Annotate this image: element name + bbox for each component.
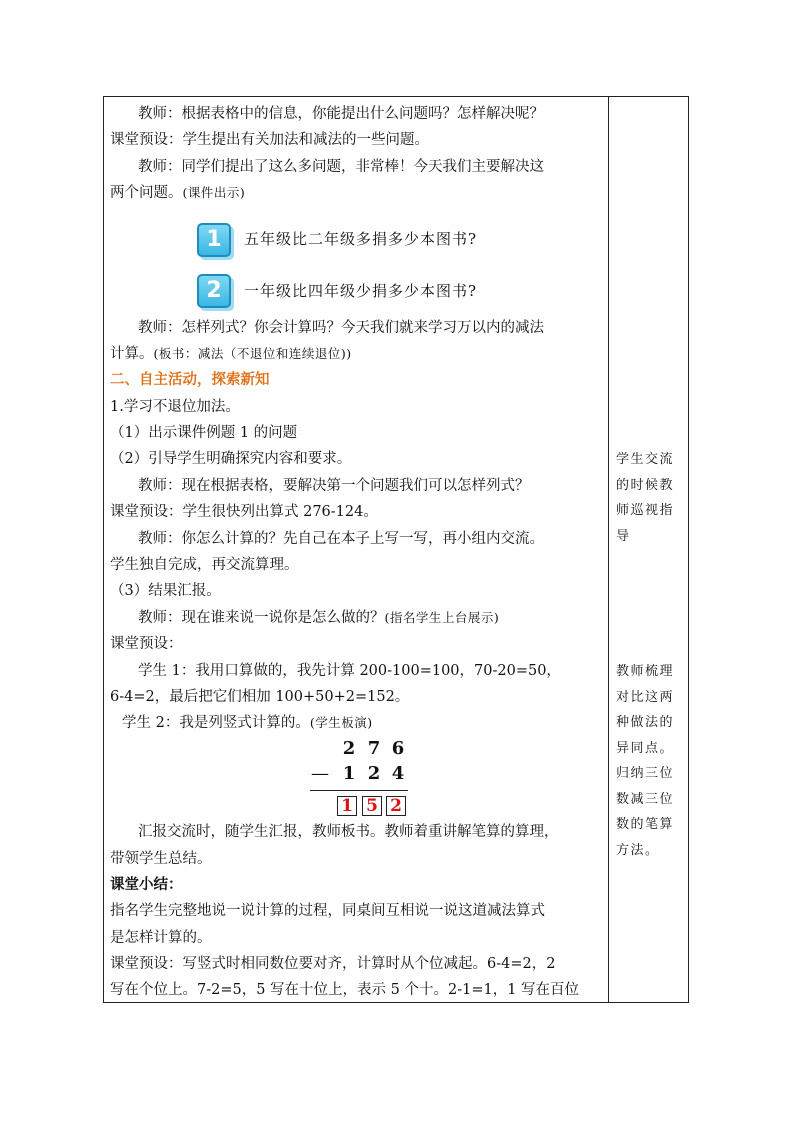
preset-rule-line-1: 课堂预设：写竖式时相同数位要对齐，计算时从个位减起。6-4=2，2 — [110, 956, 556, 972]
demo-note: (指名学生上台展示) — [384, 610, 500, 625]
question-2-number-icon: 2 — [197, 274, 231, 308]
side-note-2-line: 异同点。 — [616, 740, 675, 756]
teacher-report-text: 教师：现在谁来说一说你是怎么做的？ — [138, 610, 385, 626]
report-line: 汇报交流时，随学生汇报，教师板书。教师着重讲解笔算的算理， — [138, 824, 559, 840]
summary-line-2: 是怎样计算的。 — [110, 930, 212, 946]
student-2-text: 学生 2：我是列竖式计算的。 — [122, 715, 310, 731]
side-note-1-line: 学生交流 — [616, 452, 675, 467]
preset-label: 课堂预设： — [110, 636, 183, 652]
step-2: （2）引导学生明确探究内容和要求。 — [110, 451, 352, 467]
subsection-1: 1.学习不退位加法。 — [110, 399, 240, 415]
question-1-number-icon: 1 — [197, 223, 231, 257]
top-digit-tens: 7 — [367, 738, 381, 759]
student-1-sum-line: 6-4=2，最后把它们相加 100+50+2=152。 — [110, 689, 410, 705]
teacher-formula-line: 教师：现在根据表格，要解决第一个问题我们可以怎样列式？ — [138, 478, 530, 494]
lesson-table — [103, 96, 689, 1003]
side-note-1-line: 导 — [616, 528, 631, 544]
result-digit-hundreds: 1 — [337, 796, 357, 816]
two-questions-text: 两个问题。 — [110, 185, 183, 201]
side-note-2 — [616, 659, 682, 863]
side-note-2-line: 数减三位 — [616, 791, 675, 807]
bottom-digit-hundreds: 1 — [342, 763, 356, 784]
teacher-calc-line: 教师：你怎么计算的？先自己在本子上写一写，再小组内交流。 — [138, 531, 544, 547]
column-divider — [608, 97, 609, 1002]
calc-text: 计算。 — [110, 346, 154, 362]
board-note: (板书：减法（不退位和连续退位)) — [153, 346, 352, 361]
courseware-note: (课件出示) — [182, 185, 246, 200]
step-1: （1）出示课件例题 1 的问题 — [110, 425, 298, 441]
bottom-digit-tens: 2 — [367, 763, 381, 784]
class-summary-label: 课堂小结： — [110, 876, 183, 893]
students-work-line: 学生独自完成，再交流算理。 — [110, 557, 299, 573]
summary-lead-line: 带领学生总结。 — [110, 851, 212, 867]
step-3: （3）结果汇报。 — [110, 583, 221, 599]
preset-formula-line: 课堂预设：学生很快列出算式 276-124。 — [110, 504, 378, 520]
side-note-2-line: 数的笔算 — [616, 817, 675, 832]
board-demo-note: (学生板演) — [309, 715, 373, 730]
top-digit-ones: 6 — [391, 738, 405, 759]
result-digit-ones: 2 — [386, 796, 406, 816]
teacher-praise-line: 教师：同学们提出了这么多问题，非常棒！今天我们主要解决这 — [138, 159, 544, 175]
side-note-2-line: 方法。 — [616, 842, 660, 858]
student-2-line — [122, 710, 373, 736]
question-2-text: 一年级比四年级少捐多少本图书? — [244, 282, 478, 300]
board-note-line — [110, 341, 352, 367]
top-digit-hundreds: 2 — [342, 738, 356, 759]
teacher-question-line: 教师：根据表格中的信息，你能提出什么问题吗？怎样解决呢？ — [138, 106, 544, 122]
bottom-digit-ones: 4 — [391, 763, 405, 784]
side-note-1 — [616, 447, 682, 549]
teacher-how-line: 教师：怎样列式？你会计算吗？今天我们就来学习万以内的减法 — [138, 320, 544, 336]
preset-line: 课堂预设：学生提出有关加法和减法的一些问题。 — [110, 132, 429, 148]
side-note-2-line: 归纳三位 — [616, 766, 675, 781]
section-heading: 二、自主活动，探索新知 — [110, 371, 270, 388]
minus-sign: — — [311, 763, 329, 784]
result-digit-tens: 5 — [362, 796, 382, 816]
two-questions-line — [110, 180, 245, 206]
side-note-2-line: 对比这两 — [616, 689, 675, 705]
student-1-line: 学生 1：我用口算做的，我先计算 200-100=100，70-20=50， — [138, 663, 561, 679]
side-note-1-line: 的时候教 — [616, 477, 675, 493]
side-note-1-line: 师巡视指 — [616, 503, 675, 518]
side-note-2-line: 种做法的 — [616, 715, 675, 730]
summary-line-1: 指名学生完整地说一说计算的过程，同桌间互相说一说这道减法算式 — [110, 903, 545, 919]
side-note-2-line: 教师梳理 — [616, 664, 675, 679]
calc-line — [310, 790, 408, 791]
question-1-text: 五年级比二年级多捐多少本图书? — [244, 230, 478, 248]
teacher-report-line — [138, 605, 499, 631]
preset-rule-line-2: 写在个位上。7-2=5，5 写在十位上，表示 5 个十。2-1=1，1 写在百位 — [110, 982, 580, 998]
